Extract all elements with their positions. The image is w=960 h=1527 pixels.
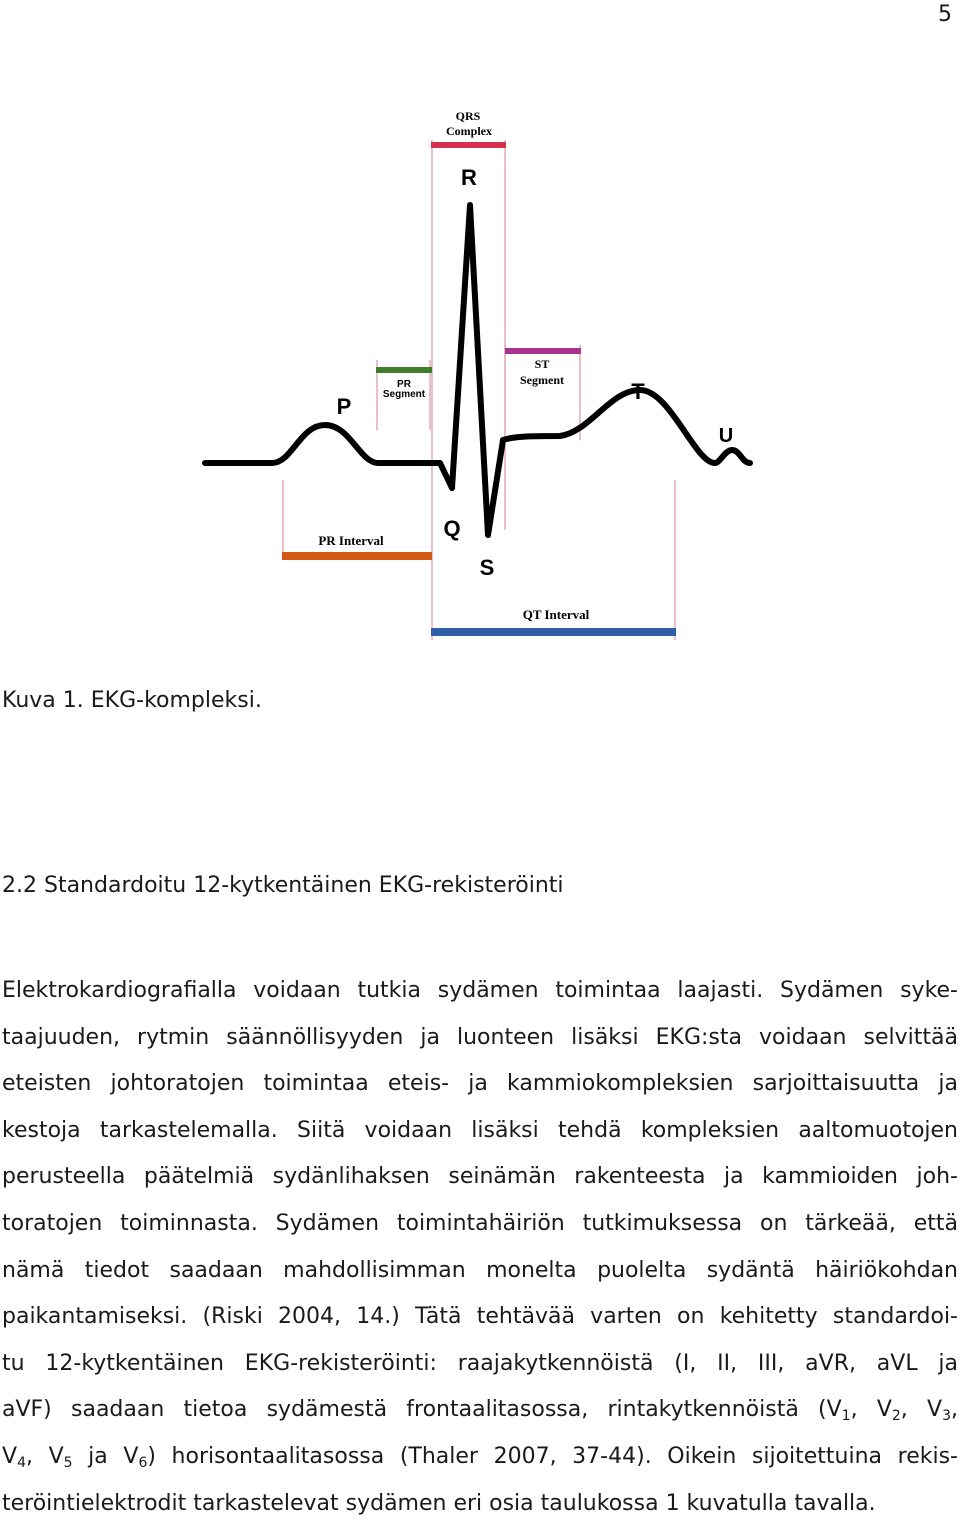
paragraph-line — [2, 1434, 958, 1481]
ecg-trace — [205, 205, 750, 535]
ekg-complex-figure — [0, 0, 960, 670]
figure-caption: Kuva 1. EKG-kompleksi. — [2, 688, 262, 713]
qt-interval-bar — [431, 628, 676, 636]
r-wave-label: R — [461, 165, 477, 190]
paragraph-line: tu 12-kytkentäinen EKG-rekisteröinti: raajakytkennöistä (I, II, III, aVR, aVL ja — [2, 1350, 958, 1376]
line-segment: V — [2, 1443, 18, 1469]
line-segment: ja V — [72, 1443, 139, 1469]
t-wave-label: T — [631, 379, 645, 404]
subscript: 6 — [138, 1454, 148, 1471]
section-heading: 2.2 Standardoitu 12-kytkentäinen EKG-rekisteröinti — [2, 873, 564, 898]
line-segment: , V — [900, 1397, 943, 1423]
st-segment-bar — [505, 348, 581, 354]
st-segment-label-line1: ST — [534, 357, 550, 371]
ekg-diagram — [0, 0, 960, 670]
paragraph-line: perusteella päätelmiä sydänlihaksen seinämän rakenteesta ja kammioiden joh- — [2, 1164, 958, 1190]
line-segment: , — [951, 1397, 958, 1423]
line-segment: , V — [25, 1443, 64, 1469]
u-wave-label: U — [718, 425, 734, 447]
p-wave-label: P — [336, 394, 352, 419]
subscript: 1 — [841, 1408, 851, 1425]
paragraph-line: kestoja tarkastelemalla. Siitä voidaan lisäksi tehdä kompleksien aaltomuotojen — [2, 1117, 958, 1143]
qrs-label-line1: QRS — [455, 109, 481, 123]
paragraph-line: toratojen toiminnasta. Sydämen toimintahäiriön tutkimuksessa on tärkeää, että — [2, 1210, 958, 1236]
body-paragraph — [2, 968, 958, 1527]
qrs-label-line2: Complex — [446, 124, 492, 138]
paragraph-line: teröintielektrodit tarkastelevat sydämen eri osia taulukossa 1 kuvatulla tavalla. — [2, 1490, 876, 1516]
paragraph-line: Elektrokardiografialla voidaan tutkia sydämen toimintaa laajasti. Sydämen syke- — [2, 978, 958, 1003]
pr-segment-bar — [376, 367, 432, 373]
st-segment-label-line2: Segment — [520, 373, 564, 387]
page-number: 5 — [938, 2, 952, 27]
qt-interval-label: QT Interval — [522, 607, 590, 622]
pr-interval-bar — [282, 552, 432, 560]
subscript: 2 — [891, 1408, 901, 1425]
subscript: 4 — [17, 1454, 26, 1471]
paragraph-line — [2, 1387, 958, 1434]
pr-segment-label-line2: Segment — [382, 389, 426, 400]
paragraph-line: paikantamiseksi. (Riski 2004, 14.) Tätä tehtävää varten on kehitetty standardoi- — [2, 1304, 958, 1330]
subscript: 5 — [63, 1454, 73, 1471]
pr-segment-label-line1: PR — [397, 379, 411, 390]
pr-interval-label: PR Interval — [318, 533, 384, 548]
paragraph-line: nämä tiedot saadaan mahdollisimman monelta puolelta sydäntä häiriökohdan — [2, 1257, 958, 1283]
paragraph-line: taajuuden, rytmin säännöllisyyden ja luonteen lisäksi EKG:sta voidaan selvittää — [2, 1024, 958, 1050]
qrs-complex-bar — [431, 142, 506, 148]
s-wave-label: S — [479, 555, 495, 580]
subscript: 3 — [942, 1408, 951, 1425]
q-wave-label: Q — [443, 516, 461, 541]
line-segment: , V — [850, 1397, 892, 1423]
line-segment: aVF) saadaan tietoa sydämestä frontaalitasossa, rintakytkennöistä (V — [2, 1397, 842, 1423]
line-segment: ) horisontaalitasossa (Thaler 2007, 37-44). Oikein sijoitettuina rekis- — [147, 1443, 958, 1469]
paragraph-line: eteisten johtoratojen toimintaa eteis- ja kammiokompleksien sarjoittaisuutta ja — [2, 1071, 958, 1097]
